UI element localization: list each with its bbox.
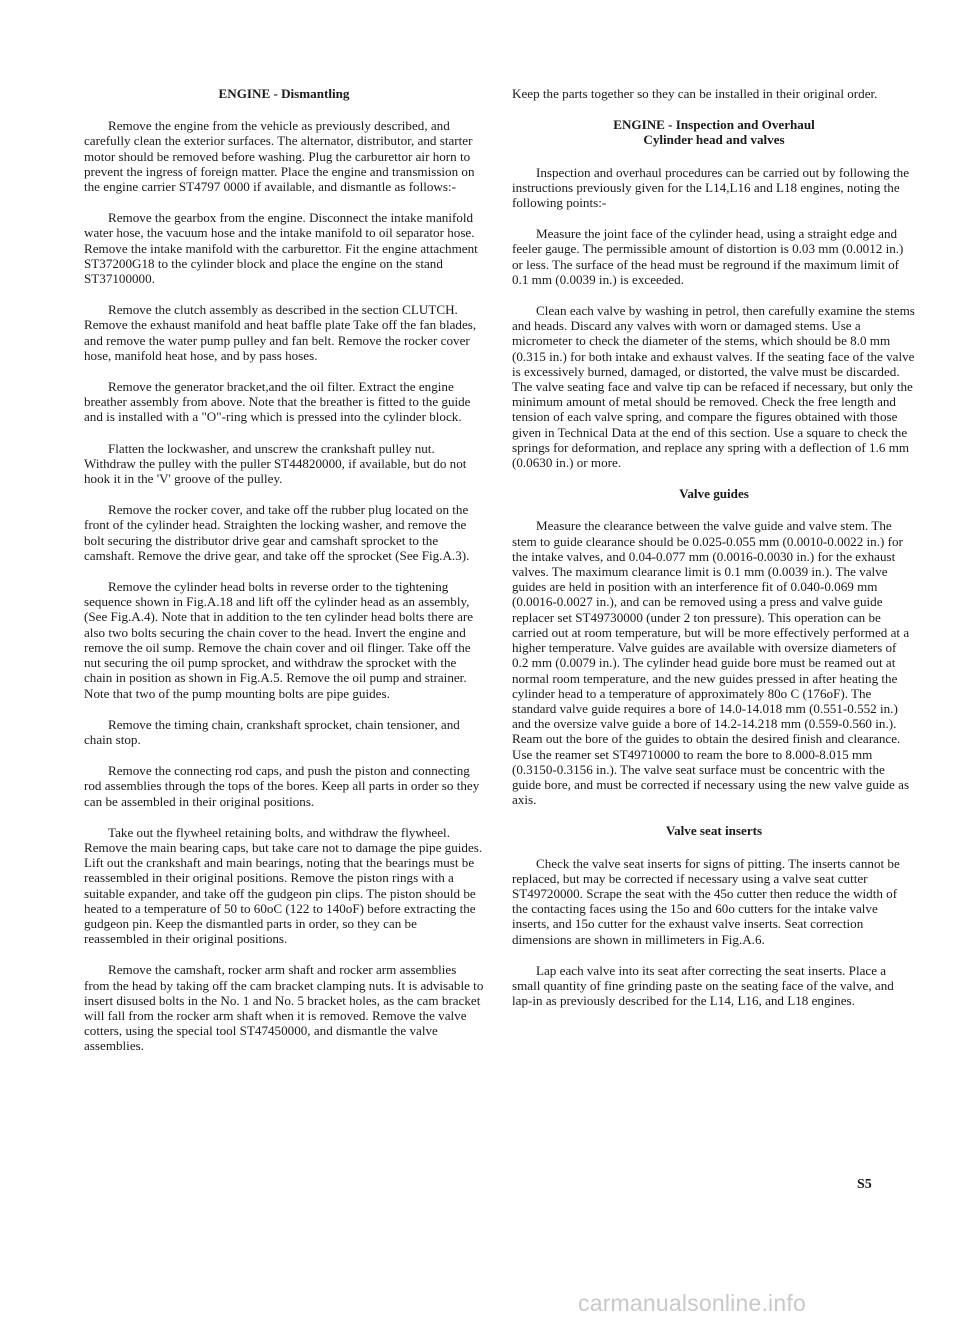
cylinder-head-subheading: Cylinder head and valves [643,132,785,148]
paragraph: Remove the rocker cover, and take off the rubber plug located on the front of the cylinder head. Straighten the locking washer, and remove the bolt securing the distributor drive gear and camshaft sprocket to the camshaft. Remove the drive gear, and take off the sprocket (See Fig.A.3). [84,502,470,563]
paragraph: Measure the clearance between the valve guide and valve stem. The stem to guide clearance should be 0.025-0.055 mm (0.0010-0.0022 in.) for the intake valves, and 0.04-0.077 mm (0.0016-0.0030 in.) for the exhaust valves. The maximum clearance limit is 0.1 mm (0.0039 in.). The valve guides are held in position with an interference fit of 0.040-0.069 mm (0.0016-0.0027 in.), and can be removed using a press and valve guide replacer set ST49730000 (under 2 ton pressure). This operation can be carried out at room temperature, but will be more effectively performed at a higher temperature. Valve guides are available with oversize diameters of 0.2 mm (0.0079 in.). The cylinder head guide bore must be reamed out at normal room temperature, and the new guides pressed in after heating the cylinder head to a temperature of approximately 80o C (176oF). The standard valve guide requires a bore of 14.0-14.018 mm (0.551-0.552 in.) and the oversize valve guide a bore of 14.2-14.218 mm (0.559-0.560 in.). Ream out the bore of the guides to obtain the desired finish and clearance. Use the reamer set ST49710000 to ream the bore to 8.000-8.015 mm (0.3150-0.3156 in.). The valve seat surface must be concentric with the guide bore, and must be corrected if necessary using the new valve guide as axis. [512,518,910,808]
paragraph: Measure the joint face of the cylinder head, using a straight edge and feeler gauge. The permissible amount of distortion is 0.03 mm (0.0012 in.) or less. The surface of the head must be reground if the maximum limit of 0.1 mm (0.0039 in.) is exceeded. [512,226,904,287]
paragraph: Check the valve seat inserts for signs of pitting. The inserts cannot be replaced, but may be corrected if necessary using a valve seat cutter ST49720000. Scrape the seat with the 45o cutter then reduce the width of the contacting faces using the 15o and 60o cutters for the intake valve inserts, and 15o cutter for the exhaust valve inserts. Seat correction dimensions are shown in millimeters in Fig.A.6. [512,855,900,947]
watermark: carmanualsonline.info [578,1290,806,1316]
paragraph: Remove the timing chain, crankshaft sprocket, chain tensioner, and chain stop. [84,716,460,747]
page-number: S5 [857,1177,872,1192]
paragraph: Remove the gearbox from the engine. Disconnect the intake manifold water hose, the vacuum hose and the intake manifold to oil separator hose. Remove the intake manifold with the carburettor. Fit the engine attachment ST37200G18 to the cylinder block and place the engine on the stand ST37100000. [84,210,478,287]
paragraph: Remove the generator bracket,and the oil filter. Extract the engine breather assembly from above. Note that the breather is fitted to the guide and is installed with a "O"-ring which is pressed into the cylinder block. [84,379,471,425]
inspection-heading: ENGINE - Inspection and Overhaul [613,117,815,133]
paragraph: Flatten the lockwasher, and unscrew the crankshaft pulley nut. Withdraw the pulley with the puller ST44820000, if available, but do not hook it in the 'V' groove of the pulley. [84,440,467,487]
paragraph: Lap each valve into its seat after correcting the seat inserts. Place a small quantity of fine grinding paste on the seating face of the valve, and lap-in as previously described for the L14, L16, and L18 engines. [512,962,894,1009]
right-column [512,86,916,1024]
paragraph: Remove the engine from the vehicle as previously described, and carefully clean the exterior surfaces. The alternator, distributor, and starter motor should be removed before washing. Plug the carburettor air horn to prevent the ingress of foreign matter. Place the engine and transmission on the engine carrier ST4797 0000 if available, and dismantle as follows:- [84,118,475,195]
valve-guides-heading: Valve guides [679,486,749,502]
paragraph: Remove the connecting rod caps, and push the piston and connecting rod assemblies through the tops of the bores. Keep all parts in order so they can be assembled in their original positions. [84,763,480,809]
paragraph: Remove the camshaft, rocker arm shaft and rocker arm assemblies from the head by taking off the cam bracket clamping nuts. It is advisable to insert disused bolts in the No. 1 and No. 5 bracket holes, as the cam bracket will fall from the rocker arm shaft when it is removed. Remove the valve cotters, using the special tool ST47450000, and dismantle the valve assemblies. [84,962,484,1054]
left-column [84,86,484,1070]
intro-paragraph: Keep the parts together so they can be installed in their original order. [512,86,878,101]
paragraph: Inspection and overhaul procedures can be carried out by following the instructions previously given for the L14,L16 and L18 engines, noting the following points:- [512,164,910,211]
paragraph: Take out the flywheel retaining bolts, and withdraw the flywheel. Remove the main bearing caps, but take care not to damage the pipe guides. Lift out the crankshaft and main bearings, noting that the bearings must be reassembled in their original positions. Remove the piston rings with a suitable expander, and take off the gudgeon pin clips. The piston should be heated to a temperature of 50 to 60oC (122 to 140oF) before extracting the gudgeon pin. Keep the dismantled parts in order, so they can be reassembled in their original positions. [84,824,483,947]
paragraph: Remove the cylinder head bolts in reverse order to the tightening sequence shown in Fig.A.18 and lift off the cylinder head as an assembly, (See Fig.A.4). Note that in addition to the ten cylinder head bolts there are also two bolts securing the chain cover to the head. Invert the engine and remove the oil sump. Remove the chain cover and oil flinger. Take off the nut securing the oil pump sprocket, and withdraw the sprocket with the chain in position as shown in Fig.A.5. Remove the oil pump and strainer. Note that two of the pump mounting bolts are pipe guides. [84,579,474,701]
valve-seat-inserts-heading: Valve seat inserts [665,823,763,839]
paragraph: Clean each valve by washing in petrol, then carefully examine the stems and heads. Discard any valves with worn or damaged stems. Use a micrometer to check the diameter of the stems, which should be 8.0 mm (0.315 in.) for both intake and exhaust valves. If the seating face of the valve is excessively burned, damaged, or distorted, the valve must be discarded. The valve seating face and valve tip can be refaced if necessary, but only the minimum amount of metal should be removed. Check the free length and tension of each valve spring, and compare the figures obtained with those given in Technical Data at the end of this section. Use a square to check the springs for deformation, and replace any spring with a deflection of 1.6 mm (0.0630 in.) or more. [512,303,915,471]
paragraph: Remove the clutch assembly as described in the section CLUTCH. Remove the exhaust manifold and heat baffle plate Take off the fan blades, and remove the water pump pulley and fan belt. Remove the rocker cover hose, manifold heat hose, and by pass hoses. [84,302,477,363]
dismantling-heading: ENGINE - Dismantling [218,86,350,101]
